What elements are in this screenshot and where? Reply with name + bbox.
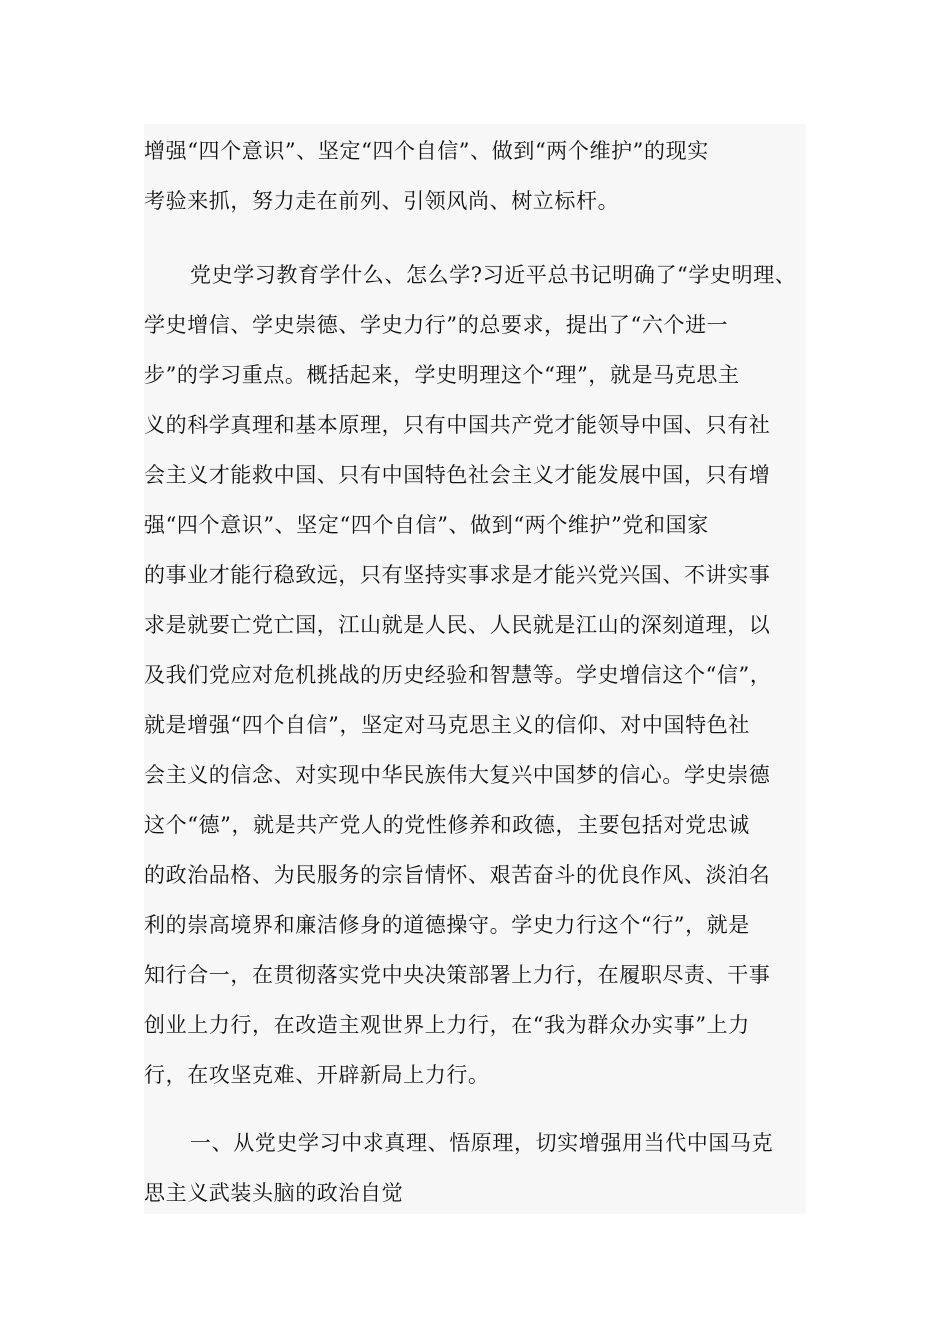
text-line: 就是增强“四个自信”，坚定对马克思主义的信仰、对中国特色社 [144,713,750,737]
text-line: 学史增信、学史崇德、学史力行”的总要求，提出了“六个进一 [144,313,729,337]
text-line: 创业上力行，在改造主观世界上力行，在“我为群众办实事”上力 [144,1013,750,1037]
section-heading-line: 思主义武装头脑的政治自觉 [144,1181,404,1205]
text-line: 及我们党应对危机挑战的历史经验和智慧等。学史增信这个“信”， [144,663,772,687]
text-line: 利的崇高境界和廉洁修身的道德操守。学史力行这个“行”，就是 [144,913,750,937]
text-line: 步”的学习重点。概括起来，学史明理这个“理”，就是马克思主 [144,363,740,387]
text-line: 强“四个意识”、坚定“四个自信”、做到“两个维护”党和国家 [144,513,709,537]
text-line: 求是就要亡党亡国，江山就是人民、人民就是江山的深刻道理，以 [144,613,771,637]
text-line: 会主义才能救中国、只有中国特色社会主义才能发展中国，只有增 [144,463,771,487]
text-line: 这个“德”，就是共产党人的党性修养和政德，主要包括对党忠诚 [144,813,750,837]
text-line: 义的科学真理和基本原理，只有中国共产党才能领导中国、只有社 [144,413,771,437]
text-line: 的事业才能行稳致远，只有坚持实事求是才能兴党兴国、不讲实事 [144,563,771,587]
text-line: 会主义的信念、对实现中华民族伟大复兴中国梦的信心。学史崇德 [144,763,771,787]
text-line: 知行合一，在贯彻落实党中央决策部署上力行，在履职尽责、干事 [144,963,771,987]
text-line: 的政治品格、为民服务的宗旨情怀、艰苦奋斗的优良作风、淡泊名 [144,863,771,887]
text-line: 增强“四个意识”、坚定“四个自信”、做到“两个维护”的现实 [144,139,709,163]
text-line: 行，在攻坚克难、开辟新局上力行。 [144,1063,490,1087]
paragraph-first-line: 党史学习教育学什么、怎么学?习近平总书记明确了“学史明理、 [190,263,797,287]
text-line: 考验来抓，努力走在前列、引领风尚、树立标杆。 [144,189,620,213]
section-heading-line: 一、从党史学习中求真理、悟原理，切实增强用当代中国马克 [190,1131,774,1155]
